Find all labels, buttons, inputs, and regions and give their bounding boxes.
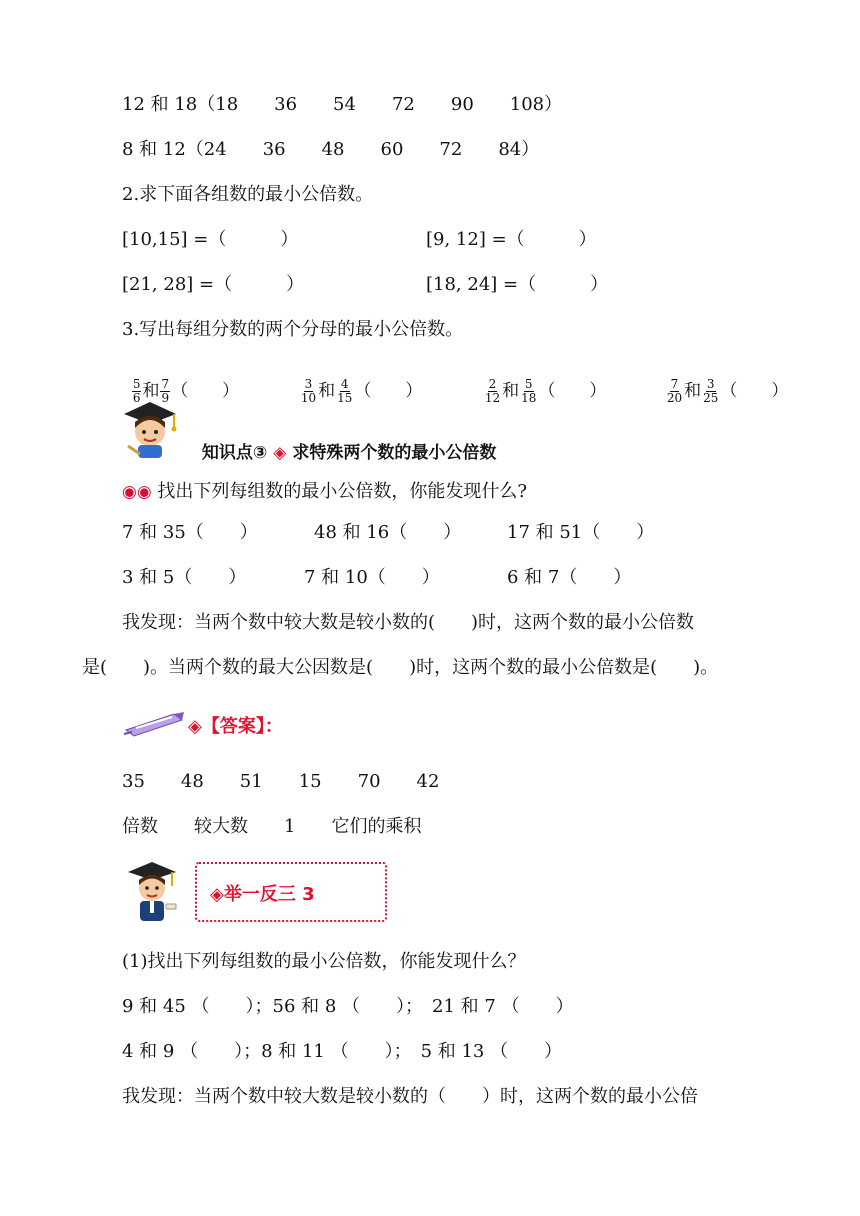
fraction-pair-4: $\frac{7}{20}$ 和 $\frac{3}{25}$ （ ） (666, 377, 789, 405)
answer-row-1: 35 48 51 15 70 42 (122, 771, 440, 792)
exercise-a1: 7 和 35（ ） (122, 522, 258, 543)
example-row-1: 9 和 45 （ ）；56 和 8 （ ）； 21 和 7 （ ） (122, 996, 574, 1017)
multiples-line-8-12: 8 和 12（24 36 48 60 72 84） (122, 139, 540, 160)
lcm-9-12: [9, 12] =（ ） (426, 229, 597, 250)
exercise-b3: 6 和 7（ ） (507, 567, 632, 588)
fraction: $\frac{2}{12}$ (484, 377, 501, 405)
example-box-label: ◈举一反三 3 (210, 884, 315, 905)
example-question: (1)找出下列每组数的最小公倍数，你能发现什么？ (122, 951, 526, 972)
knowledge-point-label: 知识点③ (201, 443, 268, 463)
diamond-icon: ◈ (273, 443, 287, 463)
exercise-b1: 3 和 5（ ） (122, 567, 247, 588)
lcm-18-24: [18, 24] =（ ） (426, 274, 609, 295)
example-row-2: 4 和 9 （ ）；8 和 11 （ ）； 5 和 13 （ ） (122, 1041, 563, 1062)
fraction-pair-3: $\frac{2}{12}$ 和 $\frac{5}{18}$ （ ） (484, 377, 607, 405)
exercise-a3: 17 和 51（ ） (507, 522, 655, 543)
teacher-icon (118, 398, 180, 460)
multiples-line-12-18: 12 和 18（18 36 54 72 90 108） (122, 94, 563, 115)
fraction: $\frac{3}{10}$ (300, 377, 317, 405)
discovery-line-2: 是( )。当两个数的最大公因数是( )时，这两个数的最小公倍数是( )。 (82, 657, 719, 678)
pen-icon (122, 708, 188, 738)
knowledge-point-subtitle: 求特殊两个数的最小公倍数 (292, 443, 497, 463)
fraction: $\frac{4}{15}$ (337, 377, 353, 405)
fraction: $\frac{5}{6}$ (132, 377, 141, 405)
graduate-icon (124, 858, 180, 926)
exercise-prompt: ◉◉ 找出下列每组数的最小公倍数，你能发现什么? (122, 481, 528, 502)
lcm-21-28: [21, 28] =（ ） (122, 274, 305, 295)
question-2: 2.求下面各组数的最小公倍数。 (122, 184, 374, 205)
example-discovery: 我发现：当两个数中较大数是较小数的（ ）时，这两个数的最小公倍 (122, 1086, 698, 1107)
fraction: $\frac{7}{9}$ (161, 377, 170, 405)
fraction: $\frac{3}{25}$ (703, 377, 719, 405)
answer-heading: ◈【答案】： (188, 716, 283, 737)
fraction: $\frac{5}{18}$ (521, 377, 537, 405)
question-3: 3.写出每组分数的两个分母的最小公倍数。 (122, 319, 464, 340)
answer-row-2: 倍数 较大数 1 它们的乘积 (122, 816, 422, 837)
discovery-line-1: 我发现：当两个数中较大数是较小数的( )时，这两个数的最小公倍数 (122, 612, 695, 633)
lcm-10-15: [10,15] =（ ） (122, 229, 299, 250)
fraction-pair-1: $\frac{5}{6}$ 和 $\frac{7}{9}$ （ ） (132, 377, 240, 405)
fraction: $\frac{7}{20}$ (666, 377, 683, 405)
knowledge-point-heading (190, 418, 496, 463)
bullet-icon: ◉◉ (122, 482, 152, 502)
exercise-b2: 7 和 10（ ） (304, 567, 440, 588)
exercise-a2: 48 和 16（ ） (314, 522, 462, 543)
fraction-pair-2: $\frac{3}{10}$ 和 $\frac{4}{15}$ （ ） (300, 377, 423, 405)
